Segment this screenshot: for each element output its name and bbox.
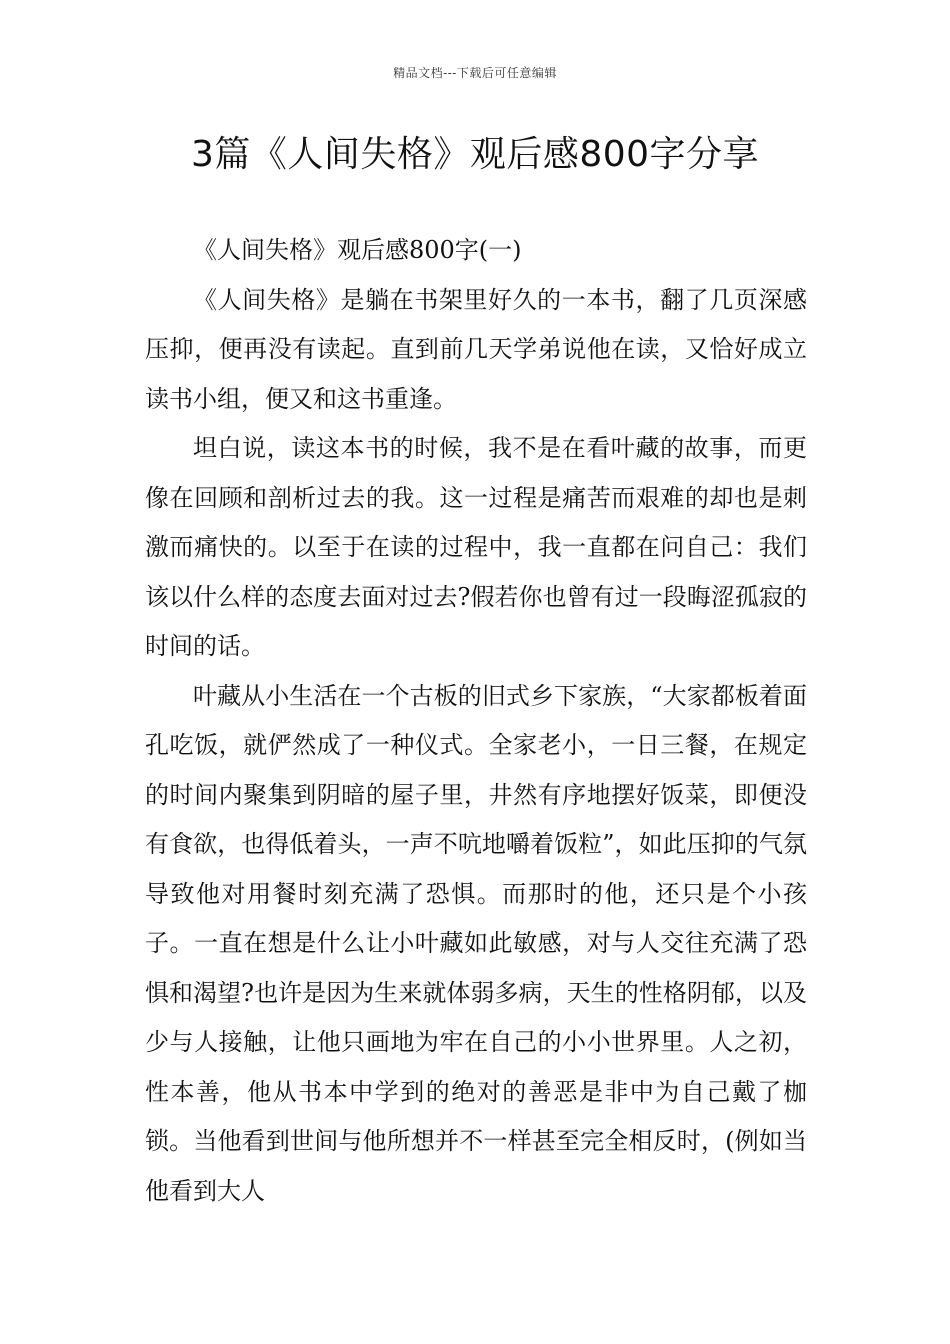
document-body: [145, 226, 807, 1216]
header-note: 精品文档---下载后可任意编辑: [393, 66, 557, 80]
document-title: 3篇《人间失格》观后感800字分享: [190, 134, 760, 175]
section-heading: 《人间失格》观后感800字(一): [193, 236, 522, 264]
paragraph-3: 叶藏从小生活在一个古板的旧式乡下家族，“大家都板着面孔吃饭，就俨然成了一种仪式。全家老小，一日三餐，在规定的时间内聚集到阴暗的屋子里，井然有序地摆好饭菜，即便没有食欲，也得低着头，一声不吭地嚼着饭粒”，如此压抑的气氛导致他对用餐时刻充满了恐惧。而那时的他，还只是个小孩子。一直在想是什么让小叶藏如此敏感，对与人交往充满了恐惧和渴望?也许是因为生来就体弱多病，天生的性格阴郁，以及少与人接触，让他只画地为牢在自己的小小世界里。人之初，性本善，他从书本中学到的绝对的善恶是非中为自己戴了枷锁。当他看到世间与他所想并不一样甚至完全相反时，(例如当他看到大人: [145, 681, 807, 1205]
paragraph-2: 坦白说，读这本书的时候，我不是在看叶藏的故事，而更像在回顾和剖析过去的我。这一过程是痛苦而艰难的却也是刺激而痛快的。以至于在读的过程中，我一直都在问自己：我们该以什么样的态度去面对过去?假若你也曾有过一段晦涩孤寂的时间的话。: [145, 434, 807, 660]
paragraph-1: 《人间失格》是躺在书架里好久的一本书，翻了几页深感压抑，便再没有读起。直到前几天学弟说他在读，又恰好成立读书小组，便又和这书重逢。: [145, 285, 807, 413]
